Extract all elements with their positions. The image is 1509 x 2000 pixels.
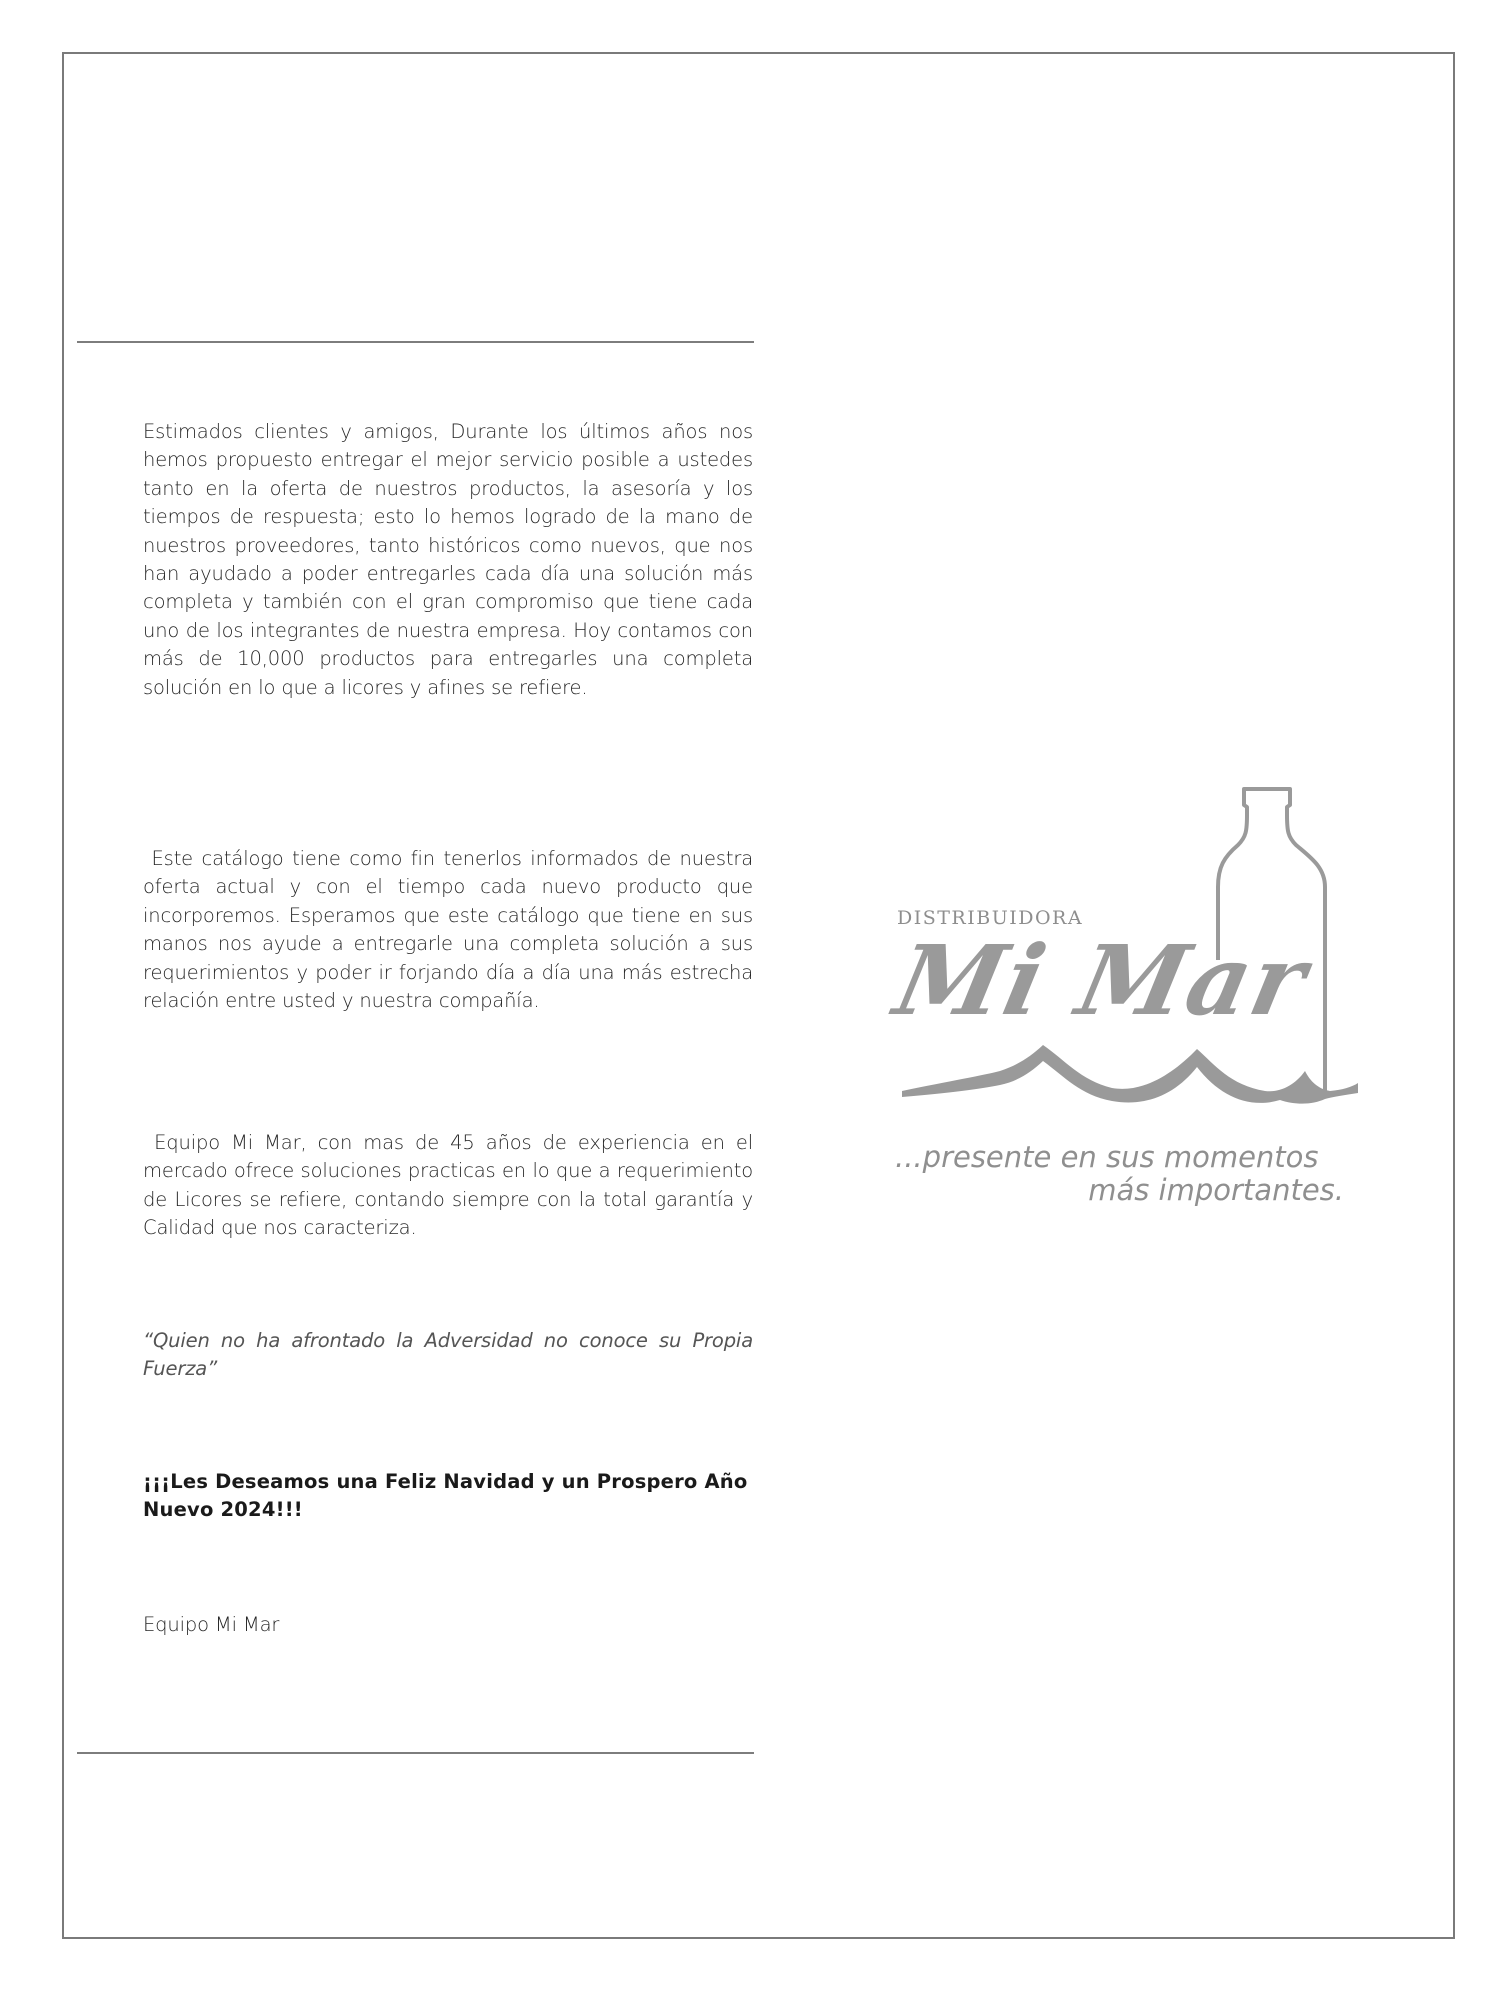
paragraph-3: Equipo Mi Mar, con mas de 45 años de experiencia en el mercado ofrece soluciones practicas en lo que a requerimiento de Licores se refiere, contando siempre con la total garantía y Calidad que nos caracteriza. [143,1131,753,1240]
logo-wordmark: Mi Mar [886,924,1318,1037]
paragraph-1: Estimados clientes y amigos, Durante los últimos años nos hemos propuesto entregar el mejor servicio posible a ustedes tanto en la oferta de nuestros productos, la asesoría y los tiempos de respuesta; esto lo hemos logrado de la mano de nuestros proveedores, tanto históricos como nuevos, que nos han ayudado a poder entregarles cada día una solución más completa y también con el gran compromiso que tiene cada uno de los integrantes de nuestra empresa. Hoy contamos con más de 10,000 productos para entregarles una completa solución en lo que a licores y afines se refiere. [143,420,753,699]
catalog-paragraph [143,845,753,1015]
quote-text: “Quien no ha afrontado la Adversidad no conoce su Propia Fuerza” [143,1329,753,1381]
holiday-greeting [143,1468,753,1525]
company-logo [880,775,1360,1235]
experience-paragraph [143,1129,753,1243]
signature-text: Equipo Mi Mar [143,1613,280,1636]
bottom-divider [77,1752,754,1754]
greeting-text: ¡¡¡Les Deseamos una Feliz Navidad y un Prospero Año Nuevo 2024!!! [143,1470,748,1522]
quote [143,1327,753,1384]
logo-tagline-line2: más importantes. [1088,1173,1344,1207]
signature [143,1611,753,1639]
top-divider [77,341,754,343]
logo-kicker: DISTRIBUIDORA [897,907,1084,929]
logo-tagline-line1: ...presente en sus momentos [895,1140,1319,1174]
intro-paragraph [143,418,753,702]
paragraph-2: Este catálogo tiene como fin tenerlos informados de nuestra oferta actual y con el tiempo cada nuevo producto que incorporemos. Esperamos que este catálogo que tiene en sus manos nos ayude a entregarle una completa solución a sus requerimientos y poder ir forjando día a día una más estrecha relación entre usted y nuestra compañía. [143,847,753,1013]
